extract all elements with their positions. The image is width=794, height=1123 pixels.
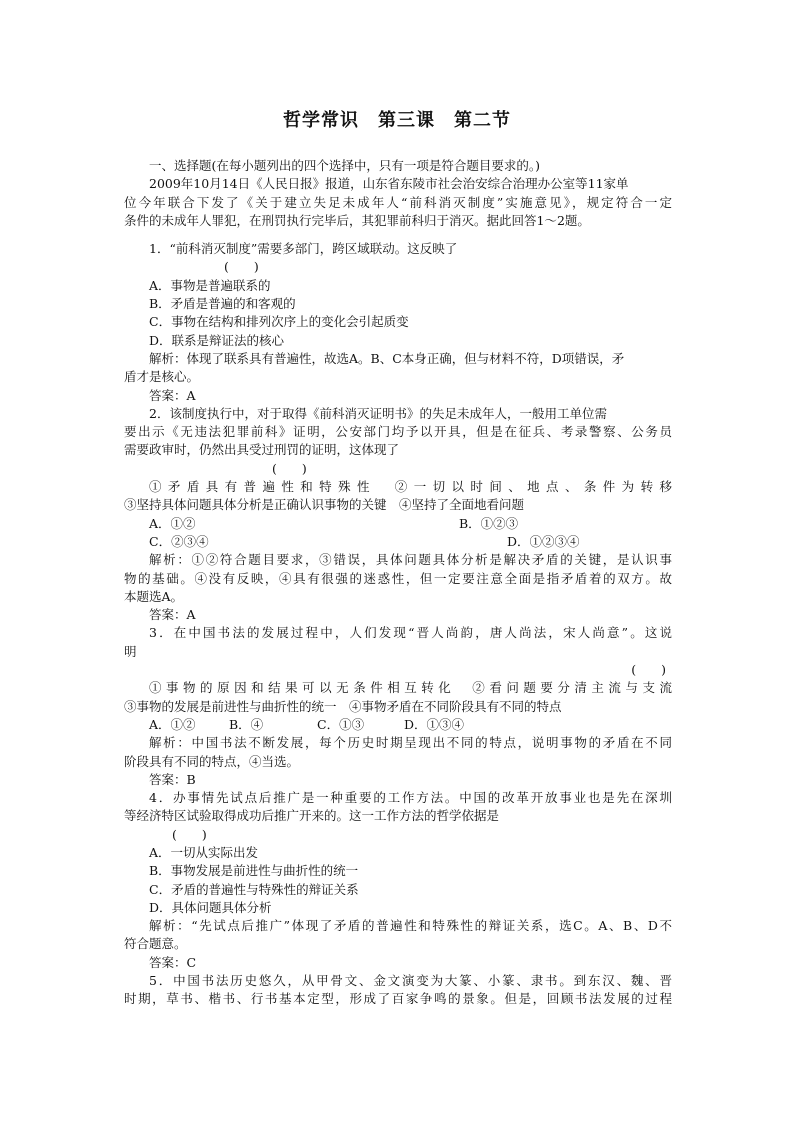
- option-a: A．事物是普遍联系的: [149, 277, 271, 293]
- question-5-stem: 5．中国书法历史悠久，从甲骨文、金文演变为大篆、小篆、隶书。到东汉、魏、晋: [149, 973, 672, 989]
- choice-line: ①事物的原因和结果可以无条件相互转化 ②看问题要分清主流与支流: [149, 680, 672, 696]
- question-4-stem: 4．办事情先试点后推广是一种重要的工作方法。中国的改革开放事业也是先在深圳: [149, 790, 672, 806]
- option-d: D．①③④: [404, 716, 465, 732]
- answer-line: 答案：A: [149, 387, 196, 403]
- options-row: [124, 533, 672, 551]
- answer-parentheses: ( ): [631, 662, 666, 678]
- option-d: D．具体问题具体分析: [149, 899, 272, 915]
- choice-line: ①矛盾具有普遍性和特殊性 ②一切以时间、地点、条件为转移: [149, 479, 672, 495]
- answer-line: 答案：C: [149, 954, 197, 970]
- choice-line: ③坚持具体问题具体分析是正确认识事物的关键 ④坚持了全面地看问题: [124, 497, 525, 513]
- analysis-line: 盾才是核心。: [124, 369, 200, 385]
- analysis-line: 解析：①②符合题目要求，③错误，具体问题具体分析是解决矛盾的关键，是认识事: [149, 552, 672, 568]
- option-a: A．①②: [149, 515, 196, 531]
- answer-parentheses: ( ): [272, 460, 307, 476]
- option-a: A．①②: [149, 716, 196, 732]
- analysis-line: 阶段具有不同的特点，④当选。: [124, 753, 300, 769]
- analysis-line: 物的基础。④没有反映，④具有很强的迷惑性，但一定要注意全面是指矛盾着的双方。故: [124, 570, 672, 586]
- option-c: C．矛盾的普遍性与特殊性的辩证关系: [149, 881, 359, 897]
- analysis-line: 符合题意。: [124, 936, 187, 952]
- answer-line: 答案：B: [149, 771, 196, 787]
- choice-line: ③事物的发展是前进性与曲折性的统一 ④事物矛盾在不同阶段具有不同的特点: [124, 698, 562, 714]
- analysis-line: 本题选A。: [124, 588, 184, 604]
- document-title: 哲学常识 第三课 第二节: [283, 110, 511, 131]
- question-1-stem: 1．“前科消灭制度”需要多部门，跨区域联动。这反映了: [149, 241, 458, 257]
- question-2-stem: 要出示《无违法犯罪前科》证明，公安部门均予以开具，但是在征兵、考录警察、公务员: [124, 424, 672, 440]
- option-b: B．矛盾是普遍的和客观的: [149, 296, 296, 312]
- analysis-line: 解析：中国书法不断发展，每个历史时期呈现出不同的特点，说明事物的矛盾在不同: [149, 735, 672, 751]
- question-5-stem: 时期，草书、楷书、行书基本定型，形成了百家争鸣的景象。但是，回顾书法发展的过程: [124, 991, 672, 1007]
- question-3-stem: 3．在中国书法的发展过程中，人们发现“晋人尚韵，唐人尚法，宋人尚意”。这说: [149, 625, 672, 641]
- question-2-stem: 需要政审时，仍然出具受过刑罚的证明，这体现了: [124, 442, 400, 458]
- section-heading: 一、选择题(在每小题列出的四个选择中，只有一项是符合题目要求的。): [149, 158, 541, 173]
- option-b: B．①②③: [459, 515, 519, 531]
- option-d: D．①②③④: [507, 533, 580, 549]
- question-2-stem: 2．该制度执行中，对于取得《前科消灭证明书》的失足未成年人，一般用工单位需: [149, 405, 607, 421]
- document-body: [124, 157, 672, 1009]
- question-3-stem: 明: [124, 643, 137, 659]
- option-c: C．②③④: [149, 533, 209, 549]
- option-b: B．事物发展是前进性与曲折性的统一: [149, 863, 359, 879]
- material-line: 条件的未成年人罪犯，在刑罚执行完毕后，其犯罪前科归于消灭。据此回答1～2题。: [124, 212, 590, 228]
- question-4-stem: 等经济特区试验取得成功后推广开来的。这一工作方法的哲学依据是: [124, 808, 500, 824]
- answer-parentheses: ( ): [172, 826, 207, 842]
- options-row: [124, 716, 672, 734]
- answer-line: 答案：A: [149, 607, 196, 623]
- option-c: C．事物在结构和排列次序上的变化会引起质变: [149, 314, 409, 330]
- option-b: B．④: [229, 716, 264, 732]
- option-a: A．一切从实际出发: [149, 844, 259, 860]
- analysis-line: 解析：“先试点后推广”体现了矛盾的普遍性和特殊性的辩证关系，选C。A、B、D不: [149, 918, 672, 934]
- option-d: D．联系是辩证法的核心: [149, 332, 285, 348]
- analysis-line: 解析：体现了联系具有普遍性，故选A。B、C本身正确，但与材料不符，D项错误，矛: [149, 350, 625, 366]
- answer-parentheses: ( ): [224, 259, 259, 275]
- option-c: C．①③: [317, 716, 365, 732]
- material-line: 位今年联合下发了《关于建立失足未成年人“前科消灭制度”实施意见》，规定符合一定: [124, 194, 672, 210]
- material-line: 2009年10月14日《人民日报》报道，山东省东陵市社会治安综合治理办公室等11家单: [149, 176, 629, 192]
- options-row: [124, 515, 672, 533]
